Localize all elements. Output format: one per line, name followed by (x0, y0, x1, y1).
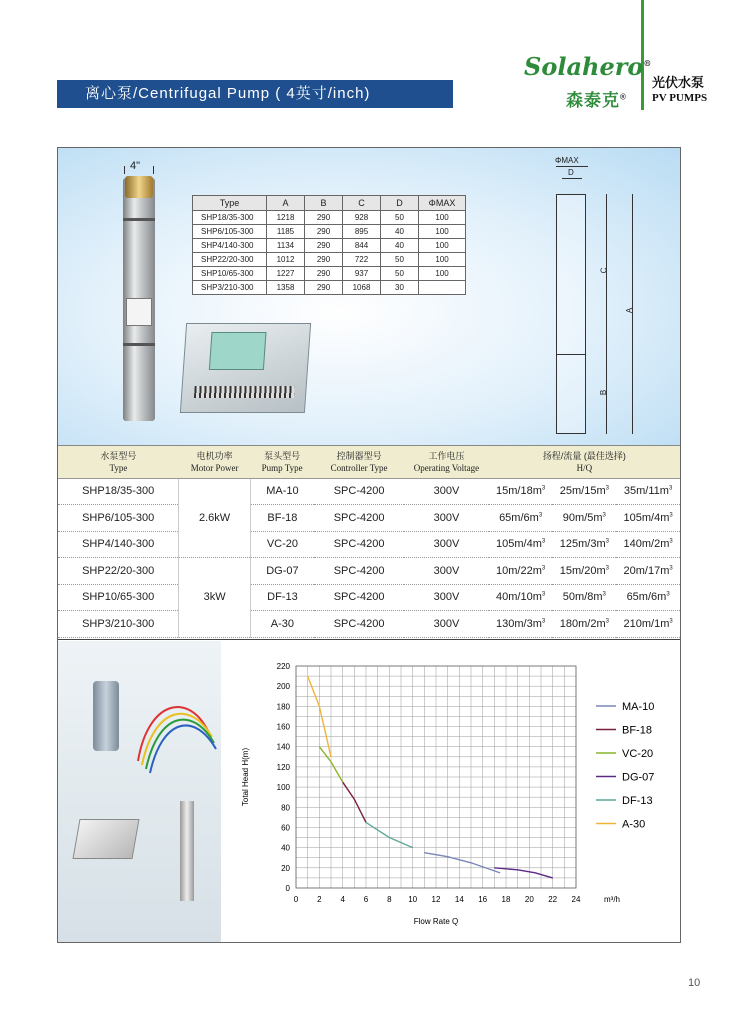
head-flow-cell: $105m/4m^3$ (616, 505, 680, 532)
dimension-cell: SHP4/140-300 (193, 239, 267, 253)
dimension-drawing (538, 156, 668, 441)
pump-type-cell: VC-20 (250, 531, 314, 558)
y-tick-label: 40 (281, 843, 290, 853)
controller-cell: SPC-4200 (314, 611, 404, 638)
dimension-cell: 895 (343, 225, 381, 239)
y-tick-label: 60 (281, 823, 290, 833)
model-cell: SHP22/20-300 (58, 558, 179, 585)
product-illustration-area (58, 148, 680, 446)
col-c: C (343, 196, 381, 211)
performance-curve-chart (228, 648, 668, 938)
label-c: C (599, 267, 609, 274)
header-hq: 扬程/流量 (最佳选择) H/Q (489, 446, 680, 478)
dimension-table-row (193, 225, 466, 239)
pump-type-cell: MA-10 (250, 478, 314, 505)
performance-table (58, 446, 680, 638)
head-flow-cell: $20m/17m^3$ (616, 558, 680, 585)
head-flow-cell: $140m/2m^3$ (616, 531, 680, 558)
controller-cell: SPC-4200 (314, 558, 404, 585)
dimension-table-row (193, 267, 466, 281)
x-tick-label: 6 (363, 895, 369, 904)
y-tick-label: 0 (285, 884, 290, 893)
x-tick-label: 4 (340, 895, 345, 904)
y-tick-label: 140 (276, 742, 290, 752)
y-tick-label: 200 (276, 682, 290, 692)
performance-table-header (58, 446, 680, 478)
head-flow-cell: $40m/10m^3$ (489, 584, 553, 611)
head-flow-cell: $130m/3m^3$ (489, 611, 553, 638)
x-tick-label: 8 (387, 895, 392, 904)
accessories-image (58, 641, 221, 942)
performance-row (58, 531, 680, 558)
x-tick-label: 12 (431, 895, 441, 904)
controller-cell: SPC-4200 (314, 531, 404, 558)
label-b: B (599, 389, 609, 396)
page-number: 10 (688, 977, 701, 989)
voltage-cell: 300V (404, 531, 489, 558)
header-type: 水泵型号 Type (58, 446, 179, 478)
dimension-cell: 290 (305, 281, 343, 295)
dimension-cell: 290 (305, 253, 343, 267)
dimension-cell: 40 (381, 225, 419, 239)
brand-english: PV PUMPS (652, 92, 708, 104)
y-tick-label: 160 (276, 722, 290, 732)
voltage-cell: 300V (404, 584, 489, 611)
controller-terminals (194, 386, 295, 398)
dimension-table (192, 195, 466, 295)
head-flow-cell: $65m/6m^3$ (489, 505, 553, 532)
dimension-cell: 1134 (267, 239, 305, 253)
performance-row (58, 584, 680, 611)
x-tick-label: 2 (317, 895, 322, 904)
controller-cell: SPC-4200 (314, 505, 404, 532)
x-tick-label: 22 (548, 895, 558, 904)
pump-diameter-label: 4" (130, 160, 141, 172)
head-flow-cell: $15m/18m^3$ (489, 478, 553, 505)
brand-chinese: 光伏水泵 (652, 76, 705, 91)
x-tick-label: 14 (454, 895, 464, 904)
head-flow-cell: $105m/4m^3$ (489, 531, 553, 558)
legend-label: BF-18 (622, 724, 652, 737)
y-tick-label: 20 (281, 863, 290, 873)
label-d: D (568, 168, 574, 177)
performance-row (58, 478, 680, 505)
head-flow-cell: $35m/11m^3$ (616, 478, 680, 505)
performance-row (58, 505, 680, 532)
cable-wires-image (128, 691, 218, 781)
controller-display (209, 332, 267, 370)
head-flow-cell: $15m/20m^3$ (552, 558, 616, 585)
x-tick-label: 18 (501, 895, 511, 904)
dimension-cell: 290 (305, 211, 343, 225)
pump-band (123, 343, 155, 346)
x-tick-label: 24 (571, 895, 581, 904)
performance-row (58, 558, 680, 585)
check-valve-image (93, 681, 119, 751)
x-tick-label: 0 (293, 895, 299, 904)
dimension-cell: 100 (419, 225, 466, 239)
dimension-cell: SHP18/35-300 (193, 211, 267, 225)
shaft-coupling-image (180, 801, 194, 901)
voltage-cell: 300V (404, 558, 489, 585)
section-divider (58, 639, 680, 640)
dimension-cell: 290 (305, 225, 343, 239)
model-cell: SHP6/105-300 (58, 505, 179, 532)
dimension-cell: 1358 (267, 281, 305, 295)
header-motor-power: 电机功率 Motor Power (179, 446, 250, 478)
performance-row (58, 611, 680, 638)
header-operating-voltage: 工作电压 Operating Voltage (404, 446, 489, 478)
y-tick-label: 80 (281, 803, 290, 813)
dimension-cell: 1218 (267, 211, 305, 225)
dimension-cell: 100 (419, 239, 466, 253)
dimension-cell: 40 (381, 239, 419, 253)
voltage-cell: 300V (404, 505, 489, 532)
model-cell: SHP4/140-300 (58, 531, 179, 558)
pump-type-cell: DF-13 (250, 584, 314, 611)
header-pump-type: 泵头型号 Pump Type (250, 446, 314, 478)
dimension-table-row (193, 253, 466, 267)
dimension-cell: 1012 (267, 253, 305, 267)
pump-type-cell: A-30 (250, 611, 314, 638)
col-type: Type (193, 196, 267, 211)
motor-power-cell: 3kW (179, 558, 250, 638)
controller-cell: SPC-4200 (314, 584, 404, 611)
dimension-cell: 722 (343, 253, 381, 267)
x-tick-label: 16 (478, 895, 488, 904)
legend-label: VC-20 (622, 748, 654, 760)
dimension-cell: 1068 (343, 281, 381, 295)
dimension-cell: 1185 (267, 225, 305, 239)
dimension-cell: 30 (381, 281, 419, 295)
y-tick-label: 100 (276, 783, 290, 793)
pump-type-cell: BF-18 (250, 505, 314, 532)
pump-nameplate (126, 298, 152, 326)
y-tick-label: 120 (276, 762, 290, 772)
pump-outlet (125, 176, 153, 198)
dimension-cell: 50 (381, 267, 419, 281)
head-flow-cell: $10m/22m^3$ (489, 558, 553, 585)
dimension-cell: 100 (419, 253, 466, 267)
x-unit-label: m³/h (604, 895, 620, 904)
legend-label: DG-07 (622, 771, 655, 784)
col-a: A (267, 196, 305, 211)
dimension-table-header (193, 196, 466, 211)
pump-type-cell: DG-07 (250, 558, 314, 585)
series-line-dg-07 (494, 868, 552, 878)
x-tick-label: 20 (524, 895, 534, 904)
model-cell: SHP18/35-300 (58, 478, 179, 505)
head-flow-cell: $90m/5m^3$ (552, 505, 616, 532)
dimension-cell: 844 (343, 239, 381, 253)
model-cell: SHP10/65-300 (58, 584, 179, 611)
dimension-cell: 1227 (267, 267, 305, 281)
dimension-cell: SHP22/20-300 (193, 253, 267, 267)
motor-power-cell: 2.6kW (179, 478, 250, 558)
logo-chinese: 森泰克® (566, 91, 627, 110)
model-cell: SHP3/210-300 (58, 611, 179, 638)
label-a: A (625, 307, 635, 314)
dimension-cell: 937 (343, 267, 381, 281)
dimension-cell: 100 (419, 211, 466, 225)
dimension-table-row (193, 239, 466, 253)
dimension-cell: 50 (381, 253, 419, 267)
voltage-cell: 300V (404, 611, 489, 638)
controller-cell: SPC-4200 (314, 478, 404, 505)
dimension-table-row (193, 281, 466, 295)
col-d: D (381, 196, 419, 211)
dimension-cell: 928 (343, 211, 381, 225)
controller-image (180, 323, 311, 413)
x-tick-label: 10 (408, 895, 418, 904)
y-tick-label: 220 (276, 662, 290, 671)
dimension-cell (419, 281, 466, 295)
logo-english: Solahero® (524, 52, 652, 81)
col-b: B (305, 196, 343, 211)
junction-box-image (72, 819, 139, 859)
header-controller-type: 控制器型号 Controller Type (314, 446, 404, 478)
product-panel (57, 147, 681, 943)
voltage-cell: 300V (404, 478, 489, 505)
series-line-ma-10 (424, 853, 500, 873)
dimension-cell: 290 (305, 239, 343, 253)
dimension-cell: 50 (381, 211, 419, 225)
col-phimax: ΦMAX (419, 196, 466, 211)
head-flow-cell: $180m/2m^3$ (552, 611, 616, 638)
legend-label: DF-13 (622, 795, 653, 807)
head-flow-cell: $25m/15m^3$ (552, 478, 616, 505)
dimension-cell: 290 (305, 267, 343, 281)
pump-band (123, 218, 155, 221)
pump-outline (556, 194, 586, 434)
legend-label: MA-10 (622, 701, 655, 713)
head-flow-cell: $125m/3m^3$ (552, 531, 616, 558)
dimension-cell: SHP3/210-300 (193, 281, 267, 295)
dimension-cell: SHP10/65-300 (193, 267, 267, 281)
dimension-cell: 100 (419, 267, 466, 281)
legend-label: A-30 (622, 818, 646, 831)
head-flow-cell: $65m/6m^3$ (616, 584, 680, 611)
head-flow-cell: $50m/8m^3$ (552, 584, 616, 611)
label-phimax: ΦMAX (555, 156, 579, 165)
dimension-cell: SHP6/105-300 (193, 225, 267, 239)
y-tick-label: 180 (276, 702, 290, 712)
dimension-table-row (193, 211, 466, 225)
page-title: 离心泵/Centrifugal Pump ( 4英寸/inch) (57, 80, 453, 108)
y-axis-label: Total Head H(m) (241, 747, 250, 807)
x-axis-label: Flow Rate Q (413, 917, 459, 926)
head-flow-cell: $210m/1m^3$ (616, 611, 680, 638)
